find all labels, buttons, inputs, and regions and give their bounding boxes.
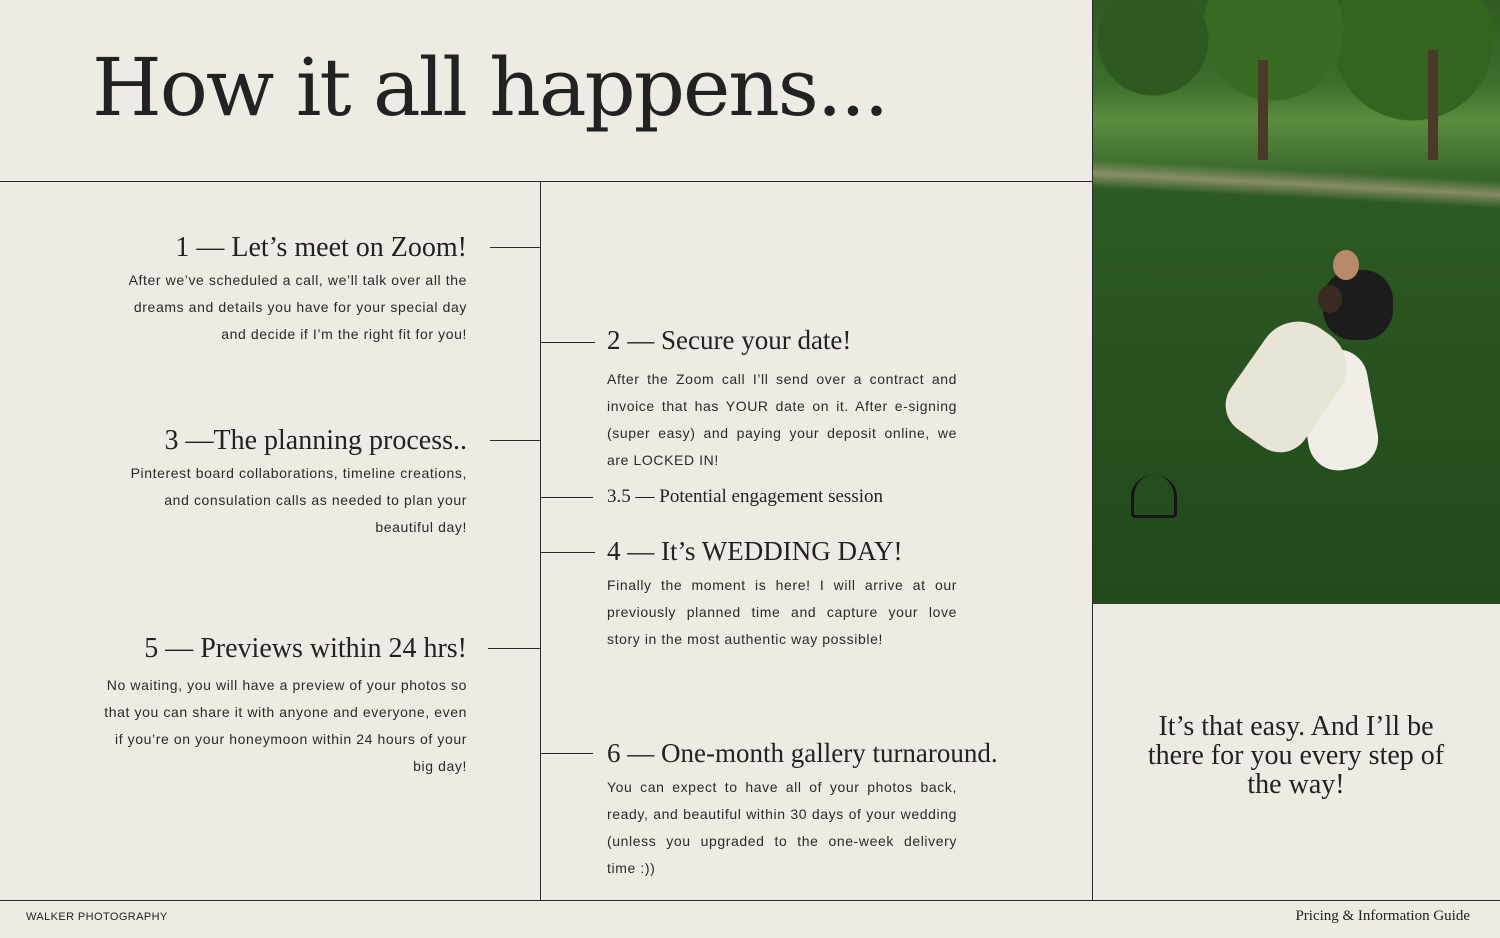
step-4-body: Finally the moment is here! I will arrive at our previously planned time and capture your love story in the most authentic way possible! [607,577,957,647]
park-path [1093,159,1500,208]
shoes-on-grass [1131,475,1177,518]
tree-canopy [1093,0,1500,130]
connector-step-4 [541,552,595,553]
tree-trunk [1428,50,1438,160]
step-3-title: 3 —The planning process.. [164,425,467,456]
step-2-body: After the Zoom call I’ll send over a contract and invoice that has YOUR date on it. After e-signing (super easy) and paying your deposit online, we are LOCKED IN! [607,371,957,468]
couple-on-grass-photo [1093,0,1500,604]
connector-step-2 [541,342,595,343]
step-5-title: 5 — Previews within 24 hrs! [144,633,467,664]
tree-trunk [1258,60,1268,160]
step-3-5-title: 3.5 — Potential engagement session [607,486,883,507]
step-4-title: 4 — It’s WEDDING DAY! [607,536,903,566]
step-1-title: 1 — Let’s meet on Zoom! [175,232,467,263]
footer-divider [0,900,1500,901]
connector-step-5 [488,648,540,649]
step-5-body: No waiting, you will have a preview of your photos so that you can share it with anyone and everyone, even if you’re on your honeymoon within 24 hours of your big day! [104,677,467,774]
footer-brand: WALKER PHOTOGRAPHY [26,911,168,923]
header-divider [0,181,1092,182]
page-title: How it all happens... [92,41,888,134]
footer-guide-title: Pricing & Information Guide [1295,908,1470,924]
couple-figure [1333,250,1359,280]
couple-figure [1318,285,1342,313]
step-6-title: 6 — One-month gallery turnaround. [607,738,998,768]
connector-step-6 [541,753,593,754]
timeline-axis [540,182,541,900]
step-1-body: After we’ve scheduled a call, we’ll talk over all the dreams and details you have for your special day and decide if I’m the right fit for you! [128,272,467,342]
connector-step-3-5 [541,497,593,498]
connector-step-1 [490,247,540,248]
closing-quote: It’s that easy. And I’ll be there for you every step of the way! [1147,711,1445,800]
step-2-title: 2 — Secure your date! [607,325,852,355]
connector-step-3 [490,440,540,441]
step-6-body: You can expect to have all of your photos back, ready, and beautiful within 30 days of your wedding (unless you upgraded to the one-week delivery time :)) [607,779,957,876]
step-3-body: Pinterest board collaborations, timeline creations, and consulation calls as needed to plan your beautiful day! [130,465,467,535]
